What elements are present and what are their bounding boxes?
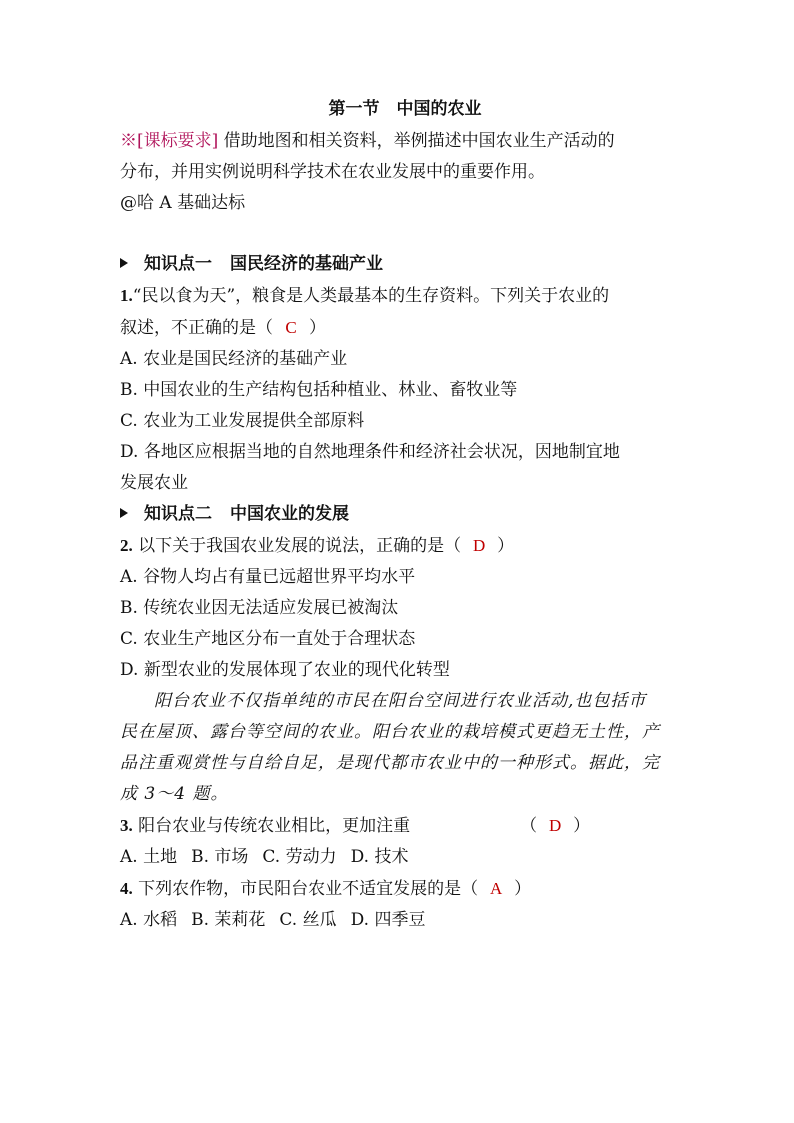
bracket-open: （ [520, 816, 538, 836]
bracket-close: ） [497, 536, 515, 556]
option-b: B. 中国农业的生产结构包括种植业、林业、畜牧业等 [120, 380, 518, 400]
question-text: 阳台农业与传统农业相比，更加注重 [138, 816, 411, 836]
triangle-bullet-icon [120, 508, 128, 518]
requirement-text-1: 借助地图和相关资料，举例描述中国农业生产活动的 [218, 131, 615, 151]
passage-line-1: 阳台农业不仅指单纯的市民在阳台空间进行农业活动,也包括市 [154, 691, 647, 711]
option-a: A. 水稻 [120, 910, 178, 930]
section-heading-2 [120, 499, 680, 530]
option-a: A. 土地 [120, 847, 178, 867]
passage-line-2: 民在屋顶、露台等空间的农业。阳台农业的栽培模式更趋无土性，产 [120, 722, 660, 742]
passage-line-3: 品注重观赏性与自给自足，是现代都市农业中的一种形式。据此，完 [120, 753, 660, 773]
bracket-close: ） [514, 879, 532, 899]
option-a: A. 谷物人均占有量已远超世界平均水平 [120, 567, 416, 587]
option-b: B. 茉莉花 [191, 910, 266, 930]
answer-mark: C [285, 318, 297, 337]
answer-mark: D [549, 816, 562, 835]
question-4-stem [120, 873, 680, 905]
question-1-stem [120, 280, 680, 312]
question-2-stem [120, 530, 680, 562]
option-b: B. 市场 [191, 847, 249, 867]
option-c: C. 丝瓜 [279, 910, 337, 930]
question-text: 叙述，不正确的是（ [120, 318, 273, 338]
question-number: 1. [120, 286, 133, 305]
document-page [120, 92, 680, 936]
option-b: B. 传统农业因无法适应发展已被淘汰 [120, 598, 399, 618]
section-number: 知识点一 [144, 254, 212, 274]
option-d: D. 新型农业的发展体现了农业的现代化转型 [120, 660, 450, 680]
page-title: 第一节 中国的农业 [328, 99, 482, 119]
question-text: “民以食为天”，粮食是人类最基本的生存资料。下列关于农业的 [132, 286, 610, 306]
answer-mark: D [473, 536, 486, 555]
section-number: 知识点二 [144, 504, 212, 524]
passage-line-4: 成 3～4 题。 [120, 784, 229, 804]
option-d-cont: 发展农业 [120, 473, 188, 493]
level-heading: @哈 A 基础达标 [120, 193, 246, 213]
requirement-line-2: 分布，并用实例说明科学技术在农业发展中的重要作用。 [120, 162, 545, 182]
option-a: A. 农业是国民经济的基础产业 [120, 349, 348, 369]
option-c: C. 农业生产地区分布一直处于合理状态 [120, 629, 416, 649]
question-3-stem [120, 810, 680, 842]
bracket-close: ） [573, 816, 591, 836]
requirement-label: ※[课标要求] [120, 131, 219, 151]
triangle-bullet-icon [120, 258, 128, 268]
question-3-options [120, 842, 680, 873]
question-number: 3. [120, 816, 133, 835]
spacer [120, 219, 680, 249]
question-number: 2. [120, 536, 133, 555]
option-d: D. 各地区应根据当地的自然地理条件和经济社会状况，因地制宜地 [120, 442, 620, 462]
section-heading-1 [120, 249, 680, 280]
requirement-line-1 [120, 126, 680, 157]
question-text: 以下关于我国农业发展的说法，正确的是（ [138, 536, 462, 556]
question-number: 4. [120, 879, 133, 898]
question-4-options [120, 905, 680, 936]
section-title: 国民经济的基础产业 [230, 254, 383, 274]
question-1-stem-cont [120, 312, 680, 344]
answer-mark: A [490, 879, 503, 898]
bracket-close: ） [309, 318, 326, 338]
option-c: C. 农业为工业发展提供全部原料 [120, 411, 365, 431]
question-text: 下列农作物，市民阳台农业不适宜发展的是（ [138, 879, 479, 899]
option-c: C. 劳动力 [262, 847, 337, 867]
option-d: D. 技术 [350, 847, 409, 867]
section-title: 中国农业的发展 [230, 504, 349, 524]
option-d: D. 四季豆 [350, 910, 426, 930]
